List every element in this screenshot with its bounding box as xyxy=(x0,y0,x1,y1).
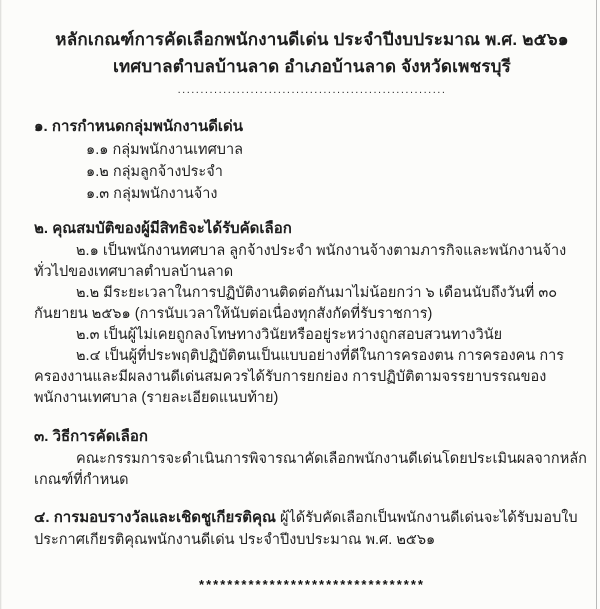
section-2-heading: ๒. คุณสมบัติของผู้มีสิทธิจะได้รับคัดเลือก xyxy=(34,220,292,237)
section-4-body: ผู้ได้รับคัดเลือกเป็นพนักงานดีเด่นจะได้รับมอบใบประกาศเกียรติคุณพนักงานดีเด่น ประจำปีงบประมาณ พ.ศ. ๒๕๖๑ xyxy=(34,510,578,548)
scan-edge-right xyxy=(596,0,597,609)
section-2-clause-1: ๒.๑ เป็นพนักงานทศบาล ลูกจ้างประจำ พนักงานจ้างตามภารกิจและพนักงานจ้างทั่วไปของเทศบาลตำบลบ้านลาด xyxy=(34,243,567,280)
section-2-clause-2: ๒.๒ มีระยะเวลาในการปฏิบัติงานติดต่อกันมาไม่น้อยกว่า ๖ เดือนนับถึงวันที่ ๓๐ กันยายน ๒๕๖๑ (การนับเวลาให้นับต่อเนื่องทุกสังกัดที่รับราชการ) xyxy=(34,285,558,322)
footer-asterisk-separator: ******************************** xyxy=(199,577,425,592)
section-4-heading: ๔. การมอบรางวัลและเชิดชูเกียรติคุณ xyxy=(34,509,276,526)
section-3-heading: ๓. วิธีการคัดเลือก xyxy=(34,428,148,445)
section-1-item-2: ๑.๒ กลุ่มลูกจ้างประจำ xyxy=(86,164,223,180)
section-1-item-3: ๑.๓ กลุ่มพนักงานจ้าง xyxy=(86,186,218,202)
document-title-line2: เทศบาลตำบลบ้านลาด อำเภอบ้านลาด จังหวัดเพชรบุรี xyxy=(113,57,511,76)
section-3 xyxy=(34,425,590,491)
section-2-clause-4: ๒.๔ เป็นผู้ที่ประพฤติปฏิบัติตนเป็นแบบอย่างที่ดีในการครองตน การครองคน การครองงานและมีผลงานดีเด่นสมควรได้รับการยกย่อง การปฏิบัติตามจรรยาบรรณของพนักงานเทศบาล (รายละเอียดแนบท้าย) xyxy=(34,348,565,406)
section-1-item-1: ๑.๑ กลุ่มพนักงานเทศบาล xyxy=(86,142,244,158)
section-1-heading: ๑. การกำหนดกลุ่มพนักงานดีเด่น xyxy=(34,118,244,135)
section-2-clause-3: ๒.๓ เป็นผู้ไม่เคยถูกลงโทษทางวินัยหรืออยู่ระหว่างถูกสอบสวนทางวินัย xyxy=(76,327,503,343)
dotted-divider: ........................................................... xyxy=(177,84,447,96)
section-4-paragraph xyxy=(34,507,590,551)
section-4 xyxy=(34,507,590,551)
section-2 xyxy=(34,217,590,409)
section-3-body: คณะกรรมการจะดำเนินการพิจารณาคัดเลือกพนักงานดีเด่นโดยประเมินผลจากหลักเกณฑ์ที่กำหนด xyxy=(34,451,587,488)
section-1 xyxy=(34,115,590,205)
scan-edge-left xyxy=(0,0,2,609)
document-title-line1: หลักเกณฑ์การคัดเลือกพนักงานดีเด่น ประจำปีงบประมาณ พ.ศ. ๒๕๖๑ xyxy=(55,30,569,49)
